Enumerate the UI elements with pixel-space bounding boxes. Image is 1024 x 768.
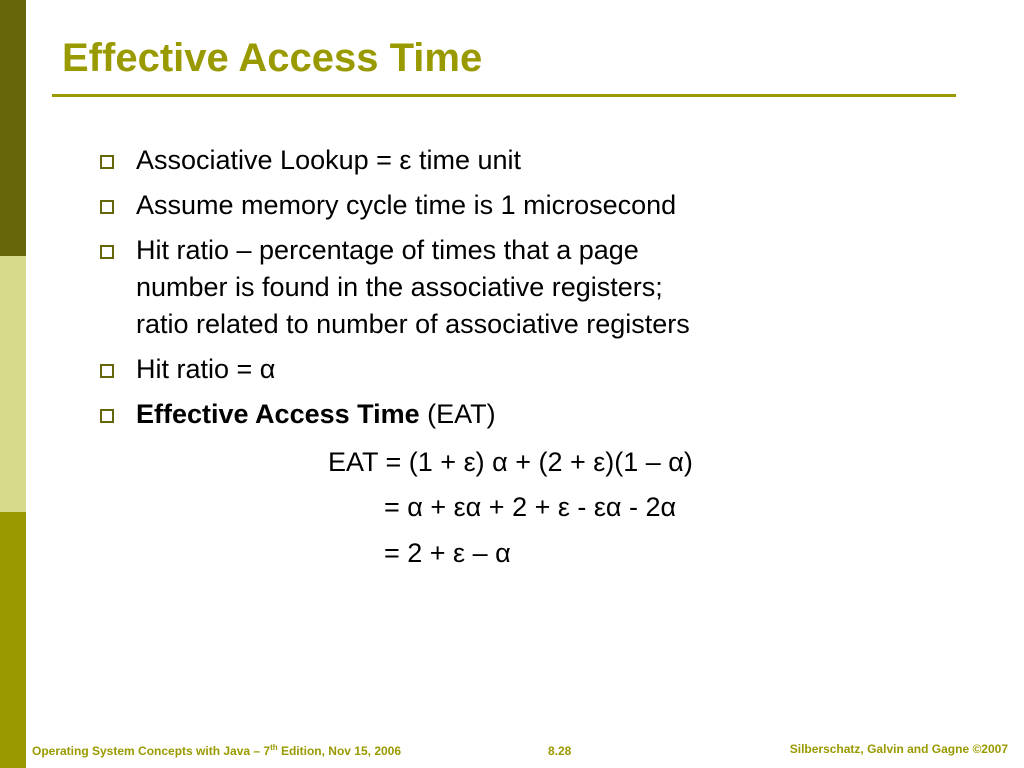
bullet-item — [96, 351, 916, 388]
bullet-item — [96, 187, 916, 224]
bullet-item — [96, 142, 916, 179]
footer-title-suffix: Edition, Nov 15, 2006 — [277, 744, 402, 758]
footer-book-title — [32, 744, 401, 758]
bullet-text: number is found in the associative registers; — [136, 272, 663, 302]
bullet-rest-text: (EAT) — [419, 399, 496, 429]
square-bullet-icon — [100, 409, 114, 423]
footer-title-prefix: Operating System Concepts with Java – 7 — [32, 744, 271, 758]
bullet-bold-text: Effective Access Time — [136, 399, 420, 429]
footer-authors: Silberschatz, Galvin and Gagne ©2007 — [789, 742, 1008, 756]
equation-line: EAT = (1 + ε) α + (2 + ε)(1 – α) — [328, 447, 693, 477]
title-divider — [52, 94, 956, 97]
square-bullet-icon — [100, 155, 114, 169]
square-bullet-icon — [100, 364, 114, 378]
bullet-text: Hit ratio – percentage of times that a page — [136, 235, 639, 265]
equation-line: = 2 + ε – α — [384, 538, 511, 568]
left-bar-light — [0, 256, 26, 512]
bullet-text: Hit ratio = α — [136, 354, 276, 384]
bullet-text: Associative Lookup = ε time unit — [136, 145, 521, 175]
bullet-item — [96, 232, 916, 343]
bullet-text: Assume memory cycle time is 1 microsecond — [136, 190, 677, 220]
square-bullet-icon — [100, 200, 114, 214]
bullet-list — [96, 142, 916, 441]
left-bar-mid — [0, 512, 26, 768]
square-bullet-icon — [100, 245, 114, 259]
slide-title: Effective Access Time — [62, 36, 483, 80]
bullet-text — [136, 396, 916, 433]
left-bar-dark — [0, 0, 26, 256]
page-number: 8.28 — [548, 744, 572, 758]
bullet-item — [96, 396, 916, 433]
bullet-text: ratio related to number of associative registers — [136, 309, 690, 339]
equation-line: = α + εα + 2 + ε - εα - 2α — [384, 492, 677, 522]
footer-title-sup: th — [270, 743, 278, 752]
